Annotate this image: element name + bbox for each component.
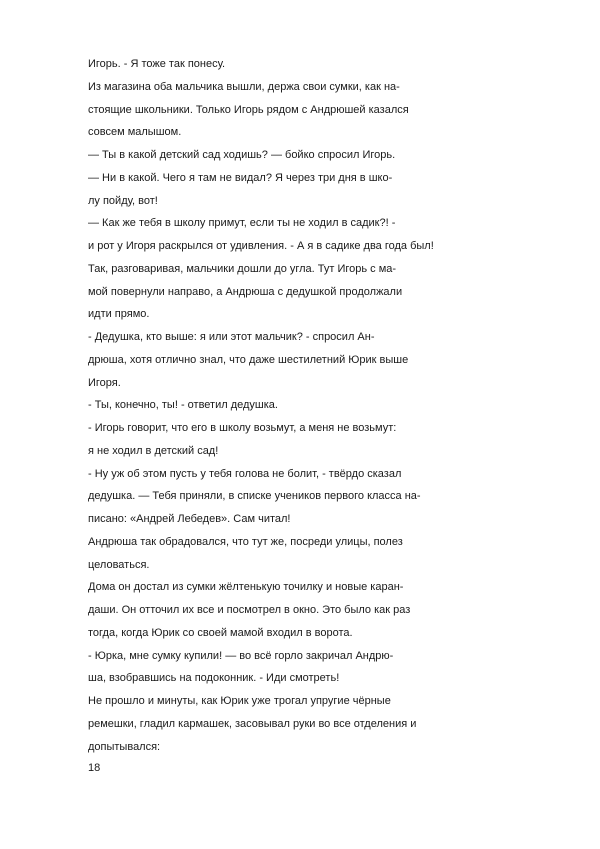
text-line: писано: «Андрей Лебедев». Сам читал!	[88, 513, 291, 525]
text-line: — Ты в какой детский сад ходишь? — бойко спросил Игорь.	[88, 149, 396, 161]
text-line: - Ну уж об этом пусть у тебя голова не болит, - твёрдо сказал	[88, 467, 402, 480]
text-line: дрюша, хотя отлично знал, что даже шестилетний Юрик выше	[88, 353, 409, 366]
text-line: - Ты, конечно, ты! - ответил дедушка.	[88, 399, 278, 412]
text-line: даши. Он отточил их все и посмотрел в окно. Это было как раз	[88, 604, 411, 616]
text-line: Так, разговаривая, мальчики дошли до угла. Тут Игорь с ма-	[88, 262, 397, 275]
text-line: Игорь. - Я тоже так понесу.	[88, 58, 226, 70]
text-line: я не ходил в детский сад!	[88, 444, 219, 457]
text-line: идти прямо.	[88, 308, 150, 321]
text-line: дедушка. — Тебя приняли, в списке учеников первого класса на-	[88, 490, 421, 503]
text-line: ша, взобравшись на подоконник. - Иди смотреть!	[88, 672, 340, 685]
text-line: — Как же тебя в школу примут, если ты не ходил в садик?! -	[88, 217, 396, 230]
text-line: Из магазина оба мальчика вышли, держа свои сумки, как на-	[88, 80, 400, 93]
text-line: Андрюша так обрадовался, что тут же, посреди улицы, полез	[88, 535, 403, 548]
text-line: ремешки, гладил кармашек, засовывал руки во все отделения и	[88, 717, 417, 730]
page-number: 18	[88, 762, 101, 774]
text-line: - Игорь говорит, что его в школу возьмут, а меня не возьмут:	[88, 422, 397, 434]
text-line: Дома он достал из сумки жёлтенькую точилку и новые каран-	[88, 581, 404, 594]
text-line: лу пойду, вот!	[88, 194, 158, 207]
text-line: тогда, когда Юрик со своей мамой входил в ворота.	[88, 626, 353, 639]
text-line: - Дедушка, кто выше: я или этот мальчик? - спросил Ан-	[88, 331, 375, 343]
body-text	[88, 53, 518, 758]
text-line: — Ни в какой. Чего я там не видал? Я через три дня в шко-	[88, 171, 393, 184]
text-line: допытывался:	[88, 740, 161, 753]
text-line: Не прошло и минуты, как Юрик уже трогал упругие чёрные	[88, 695, 391, 707]
text-line: Игоря.	[88, 376, 121, 389]
text-line: - Юрка, мне сумку купили! — во всё горло закричал Андрю-	[88, 649, 394, 662]
text-line: стоящие школьники. Только Игорь рядом с Андрюшей казался	[88, 103, 409, 116]
text-line: совсем малышом.	[88, 126, 182, 139]
text-line: мой повернули направо, а Андрюша с дедушкой продолжали	[88, 285, 403, 298]
text-line: и рот у Игоря раскрылся от удивления. - А я в садике два года был!	[88, 240, 434, 252]
text-line: целоваться.	[88, 558, 150, 571]
